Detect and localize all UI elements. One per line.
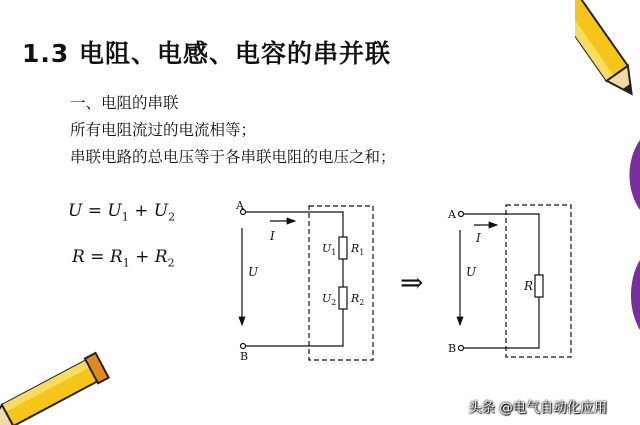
voltage-label-eq: U — [466, 265, 477, 279]
node-b-label: B — [240, 350, 249, 363]
text-line-2: 所有电阻流过的电流相等； — [70, 121, 257, 139]
current-label-eq: I — [476, 231, 481, 245]
watermark: 头条 @电气自动化应用 — [468, 400, 608, 416]
text-line-1: 一、电阻的串联 — [70, 94, 179, 112]
text-line-3: 串联电路的总电压等于各串联电阻的电压之和； — [70, 148, 396, 166]
r-label-eq: R — [524, 279, 534, 293]
u1-label — [322, 242, 336, 257]
node-a-label: A — [236, 199, 244, 212]
node-b-label-eq: B — [448, 342, 457, 355]
r2-label — [350, 292, 364, 307]
voltage-label: U — [248, 265, 259, 279]
series-circuit — [241, 206, 374, 360]
node-a-label-eq: A — [448, 208, 456, 221]
slide-title: 1.3 电阻、电感、电容的串并联 — [22, 39, 391, 68]
current-label: I — [270, 229, 275, 243]
r1-label — [350, 242, 364, 257]
equation-voltage: $U = U_1 + U_2$ — [68, 201, 176, 224]
u2-label — [322, 292, 336, 307]
equivalence-arrow-icon: ⇒ — [400, 266, 424, 299]
svg-text:R2: $R_2$ — [351, 292, 365, 307]
svg-text:R1: $R_1$ — [351, 242, 365, 257]
equivalent-circuit — [459, 205, 572, 357]
equation-resistance: $R = R_1 + R_2$ — [72, 247, 175, 270]
svg-text:U1: $U_1$ — [322, 242, 337, 257]
svg-text:U2: $U_2$ — [322, 292, 337, 307]
